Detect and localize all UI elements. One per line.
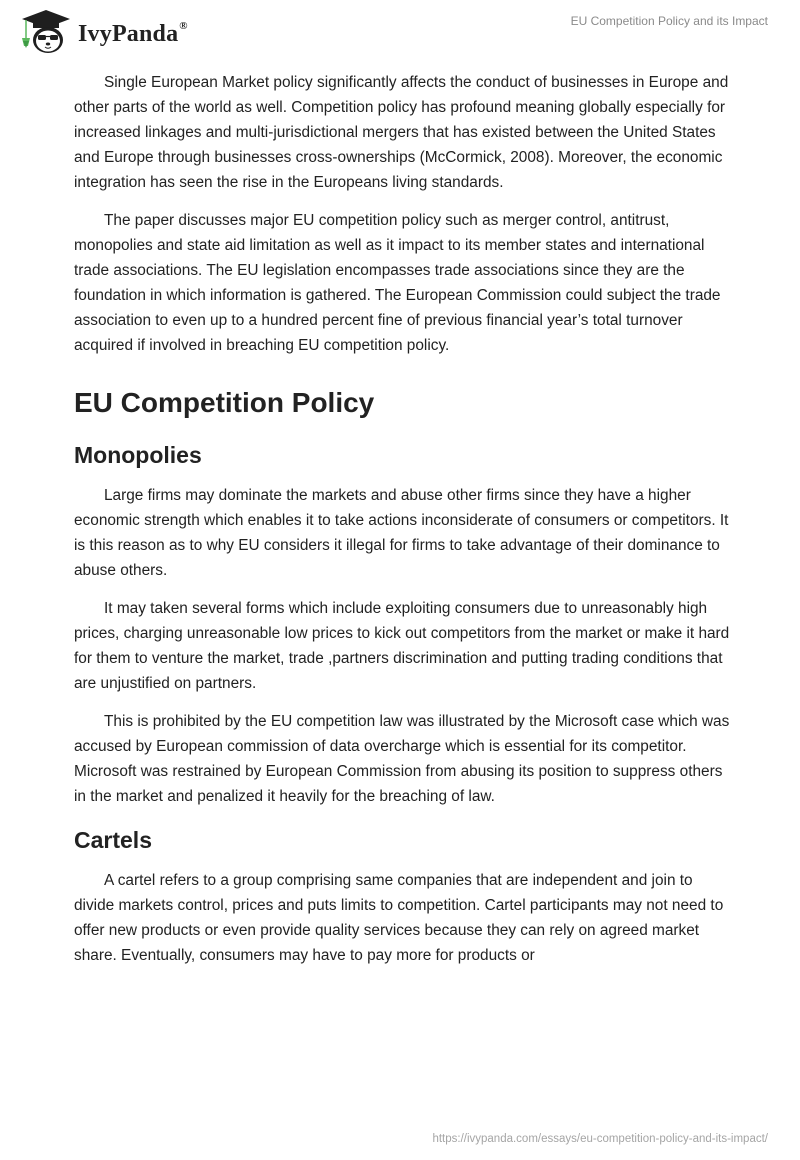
panda-graduate-icon	[18, 8, 74, 56]
subheading-cartels: Cartels	[74, 827, 152, 853]
paragraph: This is prohibited by the EU competition law was illustrated by the Microsoft case which was accused by European commission of data overcharge which is essential for its competitor. Microsoft was restrained by European Commission from abusing its position to suppress others in the market and penalized it heavily for the breaching of law.	[74, 713, 730, 805]
ivypanda-logo[interactable]	[18, 8, 188, 56]
section-heading: EU Competition Policy	[74, 387, 375, 418]
paragraph: It may taken several forms which include exploiting consumers due to unreasonably high prices, charging unreasonable low prices to kick out competitors from the market or make it hard for them to venture the market, trade ,partners discrimination and putting trading conditions that are unjustified on partners.	[74, 600, 730, 692]
registered-mark: ®	[179, 19, 188, 32]
subheading-monopolies: Monopolies	[74, 442, 202, 468]
page-header	[0, 0, 800, 60]
source-url-link[interactable]: https://ivypanda.com/essays/eu-competition-policy-and-its-impact/	[432, 1133, 768, 1145]
brand-name: IvyPanda®	[78, 19, 188, 47]
document-title: EU Competition Policy and its Impact	[570, 14, 768, 28]
paragraph: Single European Market policy significantly affects the conduct of businesses in Europe and other parts of the world as well. Competition policy has profound meaning globally especially for increased linkages and multi-jurisdictional mergers that has existed between the United States and Europe through businesses cross-ownerships (McCormick, 2008). Moreover, the economic integration has seen the rise in the Europeans living standards.	[74, 74, 729, 191]
paragraph: The paper discusses major EU competition policy such as merger control, antitrust, monopolies and state aid limitation as well as it impact to its member states and international trade associations. The EU legislation encompasses trade associations since they are the foundation in which information is gathered. The European Commission could subject the trade association to even up to a hundred percent fine of previous financial year’s total turnover acquired if involved in breaching EU competition policy.	[74, 212, 721, 354]
essay-content	[74, 70, 734, 981]
paragraph: A cartel refers to a group comprising same companies that are independent and join to divide markets control, prices and puts limits to competition. Cartel participants may not need to offer new products or even provide quality services because they can rely on agreed market share. Eventually, consumers may have to pay more for products or	[74, 872, 724, 964]
paragraph: Large firms may dominate the markets and abuse other firms since they have a higher economic strength which enables it to take actions inconsiderate of consumers or competitors. It is this reason as to why EU considers it illegal for firms to take advantage of their dominance to abuse others.	[74, 487, 729, 579]
